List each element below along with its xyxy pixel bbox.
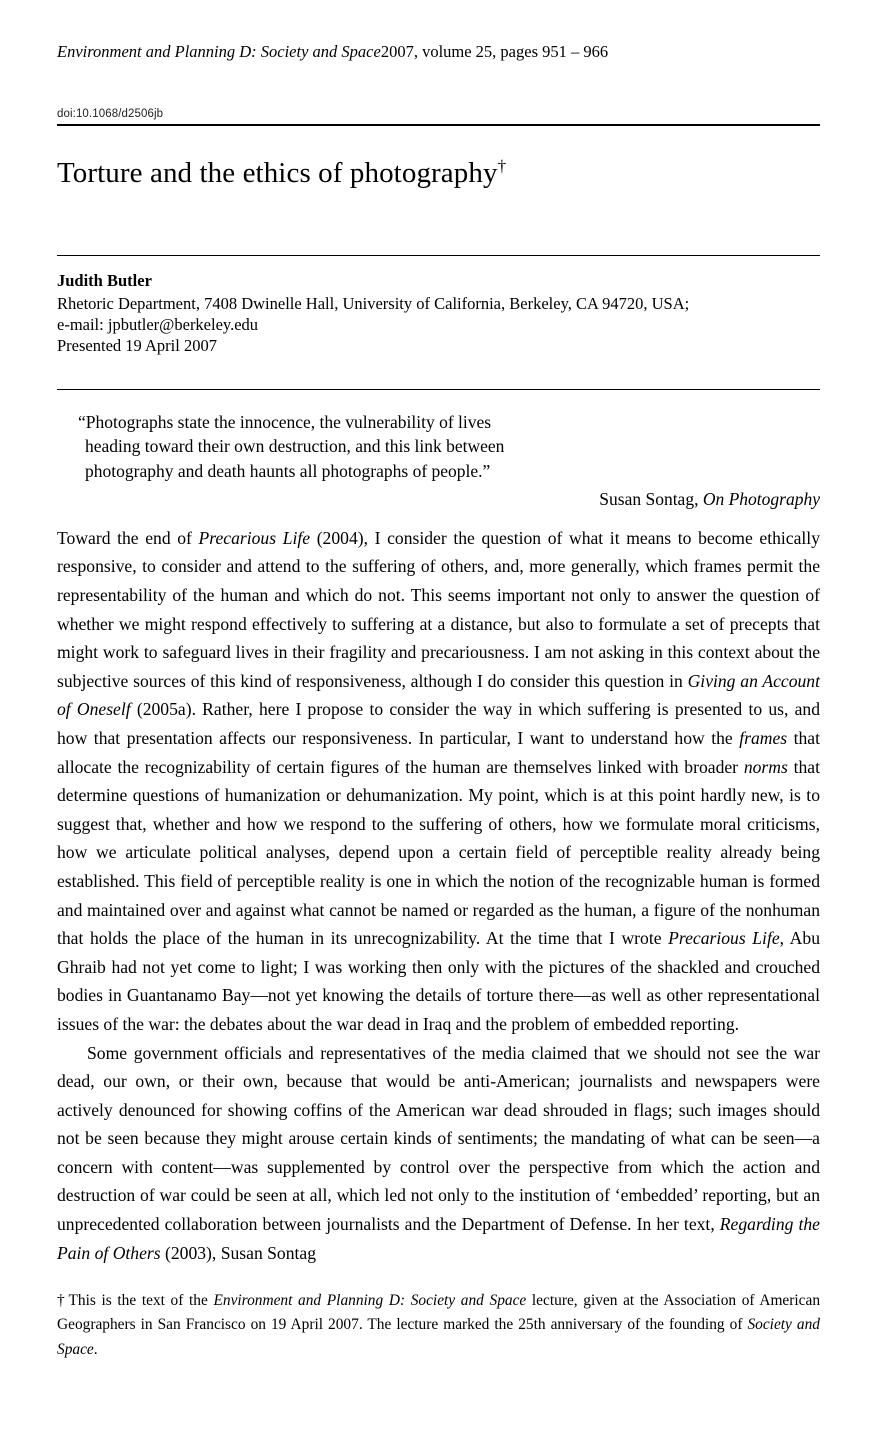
p2-text-2: (2003), Susan Sontag xyxy=(160,1242,317,1263)
epigraph-line-1: “Photographs state the innocence, the vulnerability of lives xyxy=(78,411,492,432)
p1-italic-1: Precarious Life xyxy=(198,527,311,548)
author-block xyxy=(57,270,820,357)
title-footnote-marker: † xyxy=(497,156,507,176)
page-title xyxy=(57,156,820,191)
epigraph-attribution xyxy=(57,487,820,512)
footnote-text-2: lecture, given at the Association of American Geographers in San Francisco on 19 April 2007. The lecture marked the 25th anniversary of the founding of xyxy=(57,1292,821,1334)
author-affiliation: Rhetoric Department, 7408 Dwinelle Hall, University of California, Berkeley, CA 94720, USA; xyxy=(57,293,690,313)
page-content xyxy=(57,0,820,1362)
footnote-italic-2: Society and Space xyxy=(57,1316,820,1358)
epigraph-line-3: photography and death haunts all photographs of people.” xyxy=(85,460,491,481)
p1-text-4: that allocate the recognizability of certain figures of the human are themselves linked with broader xyxy=(57,727,820,777)
p2-italic-1: Regarding the Pain of Others xyxy=(57,1214,820,1263)
p1-text-5: that determine questions of humanization or dehumanization. My point, which is at this point hardly new, is to suggest that, whether and how we respond to the suffering of others, how we formulate moral criticisms, how we articulate political analyses, depend upon a certain field of perceptible reality already being established. This field of perceptible reality is one in which the notion of the recognizable human is formed and maintained over and against what cannot be named or regarded as the human, a figure of the nonhuman that holds the place of the human in its unrecognizability. At the time that I wrote xyxy=(57,756,821,949)
p1-text-6: , Abu Ghraib had not yet come to light; I was working then only with the pictures of the shackled and crouched bodies in Guantanamo Bay—not yet knowing the details of torture there—as well as other representational issues of the war: the debates about the war dead in Iraq and the problem of embedded reporting. xyxy=(57,928,820,1034)
rule-above-epigraph xyxy=(57,389,820,390)
p1-italic-3: frames xyxy=(739,727,788,748)
journal-name: Environment and Planning D: Society and Space xyxy=(57,42,381,61)
epigraph-attribution-author: Susan Sontag, xyxy=(599,489,703,510)
author-spacer xyxy=(57,357,820,389)
epigraph-line-2: heading toward their own destruction, and this link between xyxy=(85,436,505,457)
footnote-text-1: This is the text of the xyxy=(68,1292,214,1310)
rule-below-doi xyxy=(57,124,820,126)
doi-text: doi:10.1068/d2506jb xyxy=(57,107,164,120)
author-email: e-mail: jpbutler@berkeley.edu xyxy=(57,314,259,334)
title-text: Torture and the ethics of photography xyxy=(57,157,498,190)
issue-info: 2007, volume 25, pages 951 – 966 xyxy=(380,42,609,61)
footnote xyxy=(57,1289,820,1362)
body-paragraph-1 xyxy=(57,524,820,1039)
rule-above-author xyxy=(57,255,820,256)
p1-italic-2: Giving an Account of Oneself xyxy=(57,670,820,720)
footnote-marker: † xyxy=(57,1292,67,1310)
epigraph-attribution-work: On Photography xyxy=(702,489,820,510)
p1-text-1: Toward the end of xyxy=(57,527,199,548)
p1-text-3: (2005a). Rather, here I propose to consider the way in which suffering is presented to us, and how that presentation affects our responsiveness. In particular, I want to understand how the xyxy=(57,699,820,748)
title-spacer xyxy=(57,191,820,255)
footnote-italic-1: Environment and Planning D: Society and Space xyxy=(213,1292,527,1310)
footnote-text-3: . xyxy=(93,1340,98,1358)
article-body xyxy=(57,524,820,1267)
running-head xyxy=(57,0,820,63)
p1-text-2: (2004), I consider the question of what it means to become ethically responsive, to consider and attend to the suffering of others, and, more generally, which frames permit the representability of the human and which do not. This seems important not only to answer the question of whether we might respond effectively to suffering at a distance, but also to formulate a set of precepts that might work to safeguard lives in their fragility and precariousness. I am not asking in this context about the subjective sources of this kind of responsiveness, although I do consider this question in xyxy=(57,527,820,691)
author-name: Judith Butler xyxy=(57,271,152,291)
epigraph xyxy=(57,410,820,512)
p1-italic-5: Precarious Life xyxy=(668,928,780,949)
presented-date: Presented 19 April 2007 xyxy=(57,336,217,356)
p1-italic-4: norms xyxy=(743,756,788,777)
body-paragraph-2 xyxy=(57,1039,820,1268)
p2-text-1: Some government officials and representatives of the media claimed that we should not see the war dead, our own, or their own, because that would be anti-American; journalists and newspapers were actively denounced for showing coffins of the American war dead shrouded in flags; such images should not be seen because they might arouse certain kinds of sentiments; the mandating of what can be seen—a concern with content—was supplemented by control over the perspective from which the action and destruction of war could be seen at all, which led not only to the institution of ‘embedded’ reporting, but an unprecedented collaboration between journalists and the Department of Defense. In her text, xyxy=(57,1042,820,1235)
